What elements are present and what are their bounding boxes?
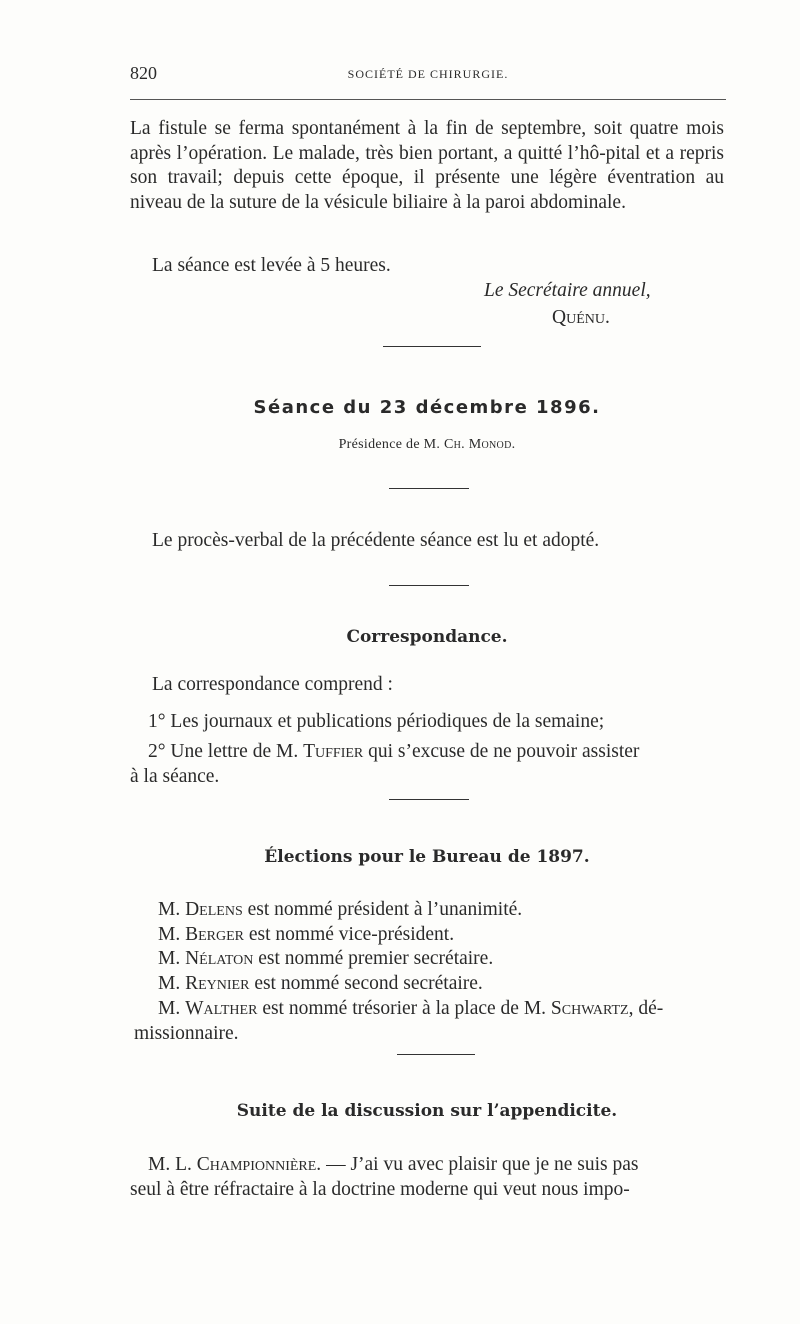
discussion-line-2: seul à être réfractaire à la doctrine moderne qui veut nous impo- xyxy=(130,1179,630,1200)
election-name: Walther xyxy=(185,998,258,1019)
header-rule xyxy=(130,99,726,100)
separator-3 xyxy=(389,585,469,586)
signature-title: Le Secrétaire annuel, xyxy=(484,280,651,301)
speaker-name: M. L. Championnière. xyxy=(148,1154,322,1175)
election-suffix: , dé- xyxy=(628,998,664,1019)
election-suffix: est nommé second secrétaire. xyxy=(249,973,483,994)
election-prefix: M. xyxy=(158,948,186,969)
election-line xyxy=(158,924,454,946)
separator-2 xyxy=(389,488,469,489)
item2-prefix: 2° Une lettre de M. xyxy=(148,741,304,762)
correspondance-item-2 xyxy=(148,741,639,763)
separator-4 xyxy=(389,799,469,800)
election-line-last xyxy=(158,998,663,1020)
separator-1 xyxy=(383,346,481,347)
election-name: Nélaton xyxy=(185,948,254,969)
item2-suffix: qui s’excuse de ne pouvoir assister xyxy=(363,741,640,762)
discussion-line-1 xyxy=(148,1154,639,1176)
election-name-2: Schwartz xyxy=(550,998,629,1019)
closing-line: La séance est levée à 5 heures. xyxy=(152,255,391,276)
page-number: 820 xyxy=(130,63,157,83)
election-line xyxy=(158,973,483,995)
correspondance-item-1: 1° Les journaux et publications périodiques de la semaine; xyxy=(148,711,605,732)
election-mid: est nommé trésorier à la place de M. xyxy=(257,998,551,1019)
election-suffix: est nommé vice-président. xyxy=(244,924,455,945)
election-name: Delens xyxy=(185,899,243,920)
election-name: Reynier xyxy=(185,973,250,994)
election-suffix: est nommé premier secrétaire. xyxy=(253,948,494,969)
election-line xyxy=(158,948,493,970)
running-title: SOCIÉTÉ DE CHIRURGIE. xyxy=(347,67,509,81)
item2-name: Tuffier xyxy=(303,741,364,762)
page-header xyxy=(130,63,726,87)
election-prefix: M. xyxy=(158,973,186,994)
election-prefix: M. xyxy=(158,899,186,920)
presidence-name: Ch. Monod. xyxy=(444,437,516,452)
session-title: Séance du 23 décembre 1896. xyxy=(253,397,601,418)
presidence-prefix: Présidence de M. xyxy=(338,437,444,452)
minutes-line: Le procès-verbal de la précédente séance est lu et adopté. xyxy=(152,530,600,551)
correspondance-title: Correspondance. xyxy=(346,627,508,647)
elections-title: Élections pour le Bureau de 1897. xyxy=(264,847,590,867)
election-line-cont: missionnaire. xyxy=(134,1023,239,1044)
correspondance-intro: La correspondance comprend : xyxy=(152,674,393,695)
intro-paragraph: La fistule se ferma spontanément à la fin de septembre, soit quatre mois après l’opération. Le malade, très bien portant, a quitté l’hô-pital et a repris son travail; depuis cette époque, il présente une légère éventration au niveau de la suture de la vésicule biliaire à la paroi abdominale. xyxy=(130,118,724,213)
discussion-text-1: — J’ai vu avec plaisir que je ne suis pas xyxy=(321,1154,639,1175)
election-prefix: M. xyxy=(158,924,186,945)
election-line xyxy=(158,899,522,921)
election-prefix: M. xyxy=(158,998,186,1019)
signature-name: Quénu. xyxy=(552,307,610,328)
discussion-title: Suite de la discussion sur l’appendicite. xyxy=(236,1101,618,1121)
election-name: Berger xyxy=(185,924,244,945)
correspondance-item-2-cont: à la séance. xyxy=(130,766,220,787)
presidence-line xyxy=(130,437,724,453)
separator-5 xyxy=(397,1054,475,1055)
election-suffix: est nommé président à l’unanimité. xyxy=(242,899,523,920)
